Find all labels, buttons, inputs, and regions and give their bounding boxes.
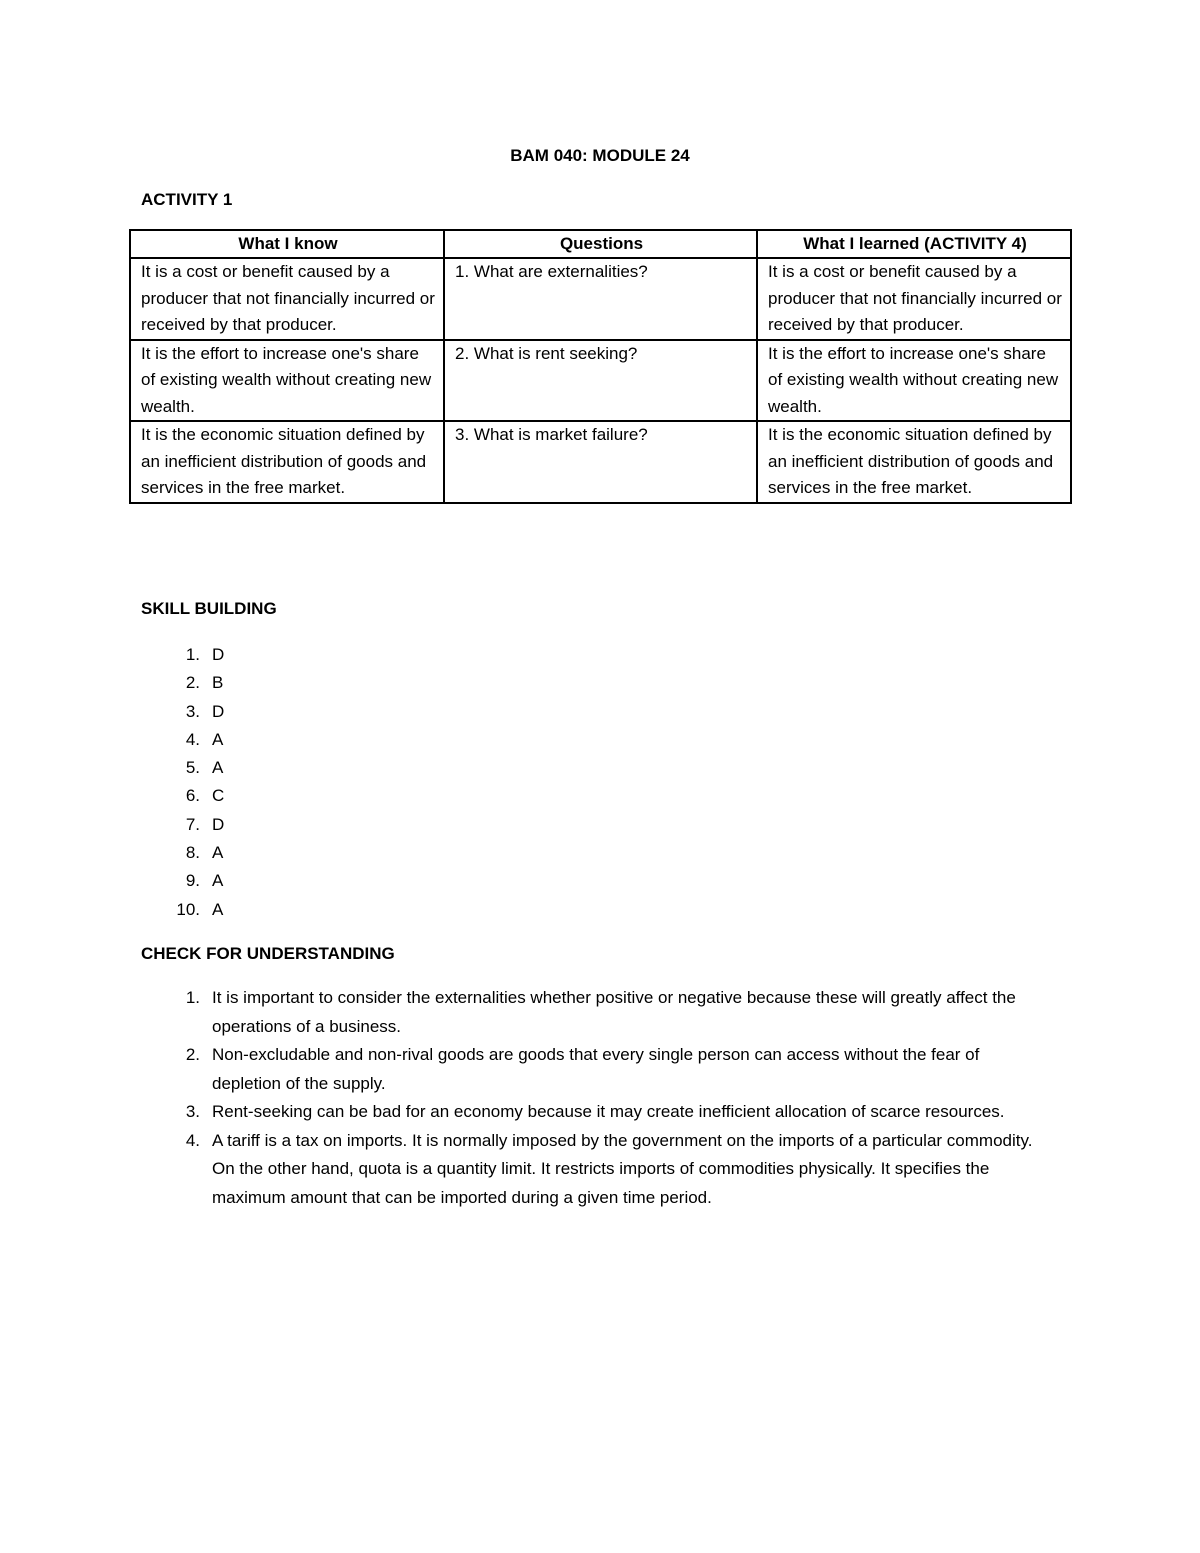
item-number: 2. — [185, 673, 200, 693]
cell-question: 3. What is market failure? — [444, 421, 757, 503]
table-header-row — [130, 230, 1071, 258]
skill-building-heading: SKILL BUILDING — [141, 599, 277, 618]
item-number: 4. — [185, 729, 200, 749]
item-number: 5. — [185, 758, 200, 778]
item-number: 4. — [185, 1130, 200, 1150]
cell-know: It is the effort to increase one's share of existing wealth without creating new wealth. — [130, 340, 444, 422]
list-item — [170, 867, 224, 895]
item-number: 6. — [185, 786, 200, 806]
cell-learned: It is the economic situation defined by an inefficient distribution of goods and services in the free market. — [757, 421, 1071, 503]
cell-know: It is the economic situation defined by an inefficient distribution of goods and services in the free market. — [130, 421, 444, 503]
cell-question: 1. What are externalities? — [444, 258, 757, 340]
item-number: 8. — [185, 843, 200, 863]
column-header-know: What I know — [130, 230, 444, 258]
item-answer: A — [212, 899, 224, 919]
check-for-understanding-list — [170, 984, 1050, 1212]
item-answer: D — [212, 814, 225, 834]
list-item — [170, 984, 1050, 1041]
list-item — [170, 1127, 1050, 1213]
item-number: 3. — [185, 701, 200, 721]
item-number: 2. — [185, 1045, 200, 1064]
list-item — [170, 669, 224, 697]
item-number: 9. — [185, 871, 200, 891]
item-answer: D — [212, 645, 225, 664]
table-row — [130, 340, 1071, 422]
cell-question: 2. What is rent seeking? — [444, 340, 757, 422]
item-text: It is important to consider the externalities whether positive or negative because these will greatly affect the operations of a business. — [212, 988, 1016, 1036]
item-number: 1. — [185, 645, 200, 664]
item-text: Rent-seeking can be bad for an economy because it may create inefficient allocation of scarce resources. — [212, 1102, 1005, 1121]
item-answer: B — [212, 673, 224, 693]
activity-heading: ACTIVITY 1 — [141, 190, 233, 209]
item-answer: A — [212, 729, 224, 749]
column-header-learned: What I learned (ACTIVITY 4) — [757, 230, 1071, 258]
kwl-table — [129, 229, 1072, 504]
list-item — [170, 754, 224, 782]
item-text: A tariff is a tax on imports. It is normally imposed by the government on the imports of a particular commodity. On the other hand, quota is a quantity limit. It restricts imports of commodities physically. It specifies the maximum amount that can be imported during a given time period. — [212, 1130, 1033, 1207]
list-item — [170, 896, 224, 924]
list-item — [170, 726, 224, 754]
item-answer: C — [212, 786, 225, 806]
list-item — [170, 641, 224, 669]
item-number: 7. — [185, 814, 200, 834]
item-number: 10. — [176, 899, 200, 919]
check-for-understanding-heading: CHECK FOR UNDERSTANDING — [141, 944, 395, 963]
item-answer: A — [212, 843, 224, 863]
item-answer: A — [212, 758, 224, 778]
item-number: 3. — [185, 1102, 200, 1121]
list-item — [170, 698, 224, 726]
page-title: BAM 040: MODULE 24 — [510, 146, 690, 165]
cell-know: It is a cost or benefit caused by a producer that not financially incurred or received by that producer. — [130, 258, 444, 340]
item-number: 1. — [185, 988, 200, 1007]
list-item — [170, 1098, 1050, 1127]
cell-learned: It is a cost or benefit caused by a producer that not financially incurred or received by that producer. — [757, 258, 1071, 340]
item-answer: D — [212, 701, 225, 721]
list-item — [170, 782, 224, 810]
skill-building-answers — [170, 641, 224, 924]
item-text: Non-excludable and non-rival goods are goods that every single person can access without the fear of depletion of the supply. — [212, 1045, 980, 1093]
column-header-questions: Questions — [444, 230, 757, 258]
list-item — [170, 1041, 1050, 1098]
table-row — [130, 421, 1071, 503]
item-answer: A — [212, 871, 224, 891]
list-item — [170, 839, 224, 867]
list-item — [170, 811, 224, 839]
table-row — [130, 258, 1071, 340]
cell-learned: It is the effort to increase one's share of existing wealth without creating new wealth. — [757, 340, 1071, 422]
